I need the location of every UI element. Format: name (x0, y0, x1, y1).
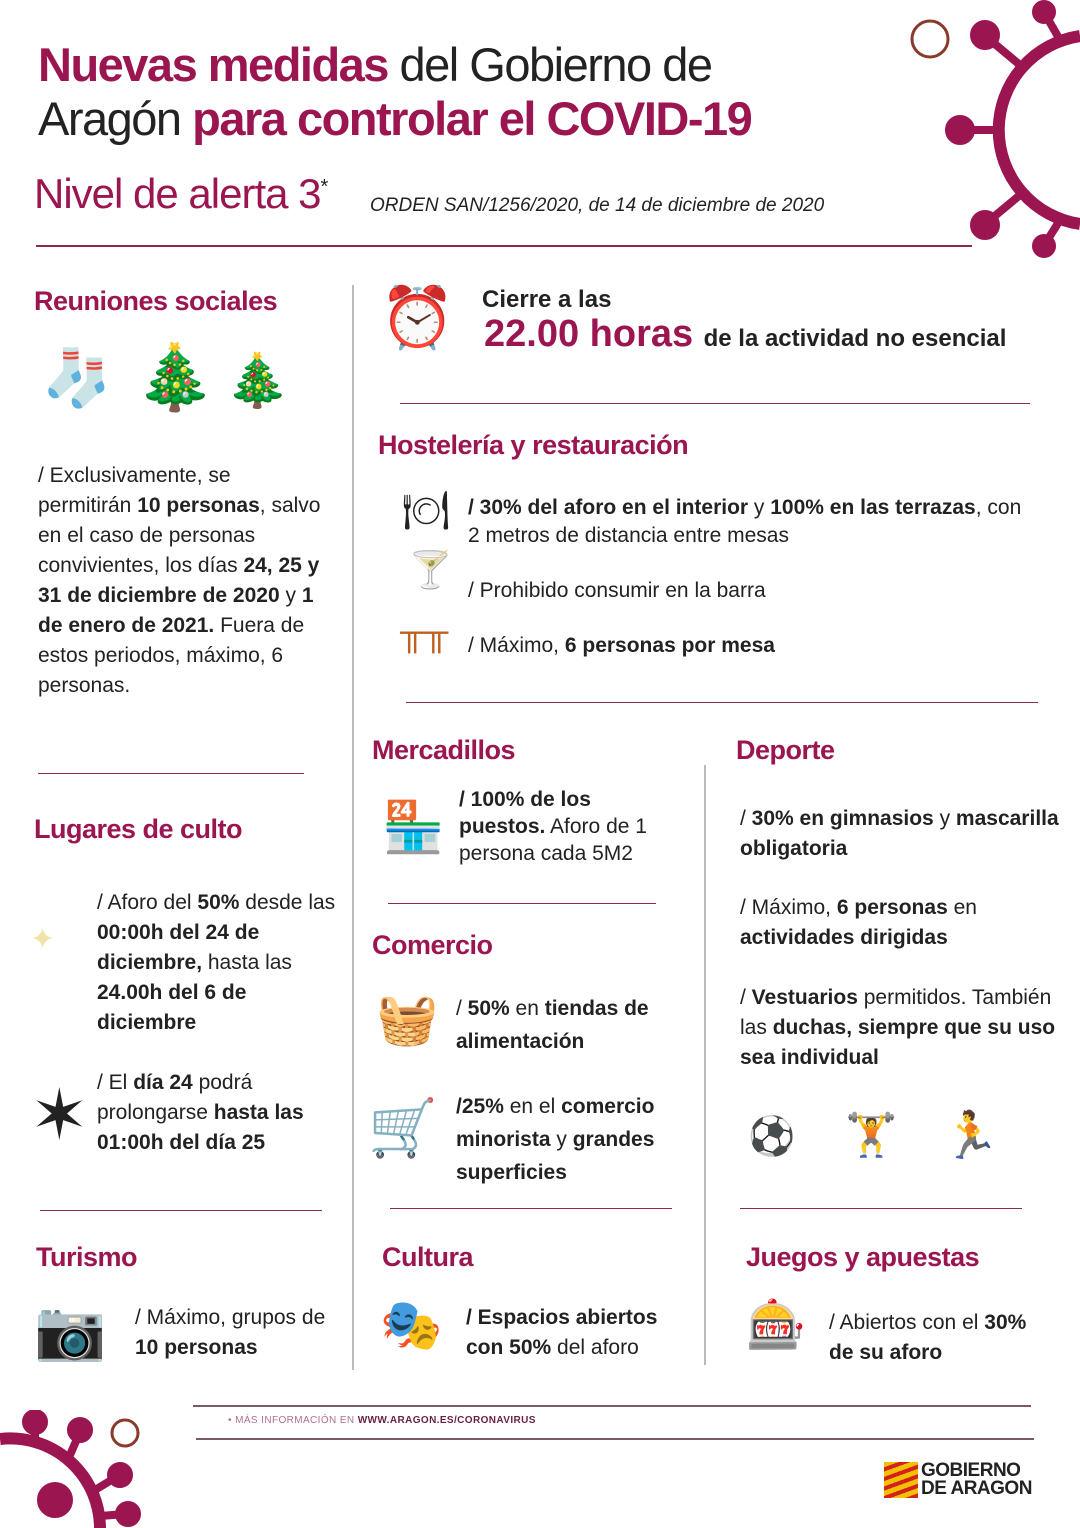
deporte-item (740, 983, 1060, 1073)
text: en (509, 997, 545, 1020)
table-chairs-icon: ╥╥ (400, 613, 449, 651)
bold-text: 10 personas (137, 494, 260, 517)
bold-text: 1 de enero de 2021. (38, 584, 314, 637)
section-title-turismo: Turismo (36, 1242, 138, 1272)
text: del Gobierno de (387, 38, 712, 91)
cierre-time-line (484, 313, 1006, 356)
more-info-label: MÁS INFORMACIÓN EN (235, 1415, 358, 1426)
text: Aragón (38, 92, 193, 145)
bold-text: / Espacios abiertos con 50% (466, 1306, 658, 1359)
juegos-text (829, 1308, 1029, 1368)
logo-line-2: DE ARAGON (921, 1478, 1032, 1499)
alert-level-text: Nivel de alerta 3 (34, 170, 321, 217)
bold-text: / 30% del aforo en el interior (468, 496, 749, 519)
cocktail-icon: 🍸 (408, 549, 453, 590)
culto-item (97, 1068, 337, 1158)
soccer-ball-icon: ⚽ (748, 1116, 796, 1158)
text: / (740, 986, 752, 1009)
reuniones-text (38, 461, 328, 701)
text: en (947, 896, 977, 919)
text: / El (97, 1071, 134, 1094)
title-line-2 (38, 92, 938, 146)
bold-text: día 24 (133, 1071, 193, 1094)
market-stall-icon: 🏪 (382, 799, 445, 855)
bold-text: 50% (197, 891, 240, 914)
divider (193, 1405, 1031, 1407)
bold-text: hasta las 01:00h del día 25 (97, 1101, 304, 1154)
bold-text: Nuevas medidas (38, 38, 388, 91)
bold-text: 24, 25 y 31 de diciembre de 2020 (38, 554, 320, 607)
bold-text: 00:00h del 24 de diciembre, (97, 921, 260, 974)
cierre-rest: de la actividad no esencial (703, 325, 1007, 352)
hosteleria-item (468, 576, 1038, 606)
shopping-cart-icon: 🛒 (368, 1096, 438, 1159)
text: y (550, 1128, 573, 1151)
hosteleria-item (468, 631, 1038, 661)
bold-text: / 100% de los puestos. (459, 788, 591, 838)
section-title-reuniones: Reuniones sociales (34, 286, 278, 316)
bold-text: grandes superficies (456, 1128, 655, 1184)
casino-chips-icon: 🎰 (746, 1299, 806, 1352)
divider (36, 245, 972, 247)
text: / Máximo, (740, 896, 837, 919)
text: hasta las (202, 951, 292, 974)
section-title-culto: Lugares de culto (34, 814, 243, 844)
ornaments-icon: 🎄 (225, 352, 290, 410)
text: Aforo de 1 persona cada 5M2 (459, 815, 647, 865)
divider (38, 773, 304, 774)
comercio-item (456, 1090, 696, 1189)
stocking-icon: 🧦 (42, 346, 112, 409)
divider (388, 903, 656, 904)
deporte-item (740, 893, 1060, 953)
divider (406, 702, 1038, 703)
more-info-link[interactable]: WWW.ARAGON.ES/CORONAVIRUS (357, 1415, 536, 1426)
mercadillos-text (459, 786, 679, 867)
bold-text: tiendas de alimentación (456, 997, 649, 1053)
text: y (279, 584, 302, 607)
text: y (933, 807, 956, 830)
divider (352, 285, 354, 1370)
gobierno-aragon-logo (884, 1462, 1032, 1498)
bold-text: para controlar el COVID-19 (192, 92, 752, 145)
sparkle-icon: ✦ (30, 923, 56, 956)
basket-icon: 🧺 (376, 991, 439, 1047)
text: / Abiertos con el (829, 1311, 985, 1334)
christmas-tree-icon: 🎄 (135, 341, 215, 413)
text: / Máximo, (468, 634, 565, 657)
title-line-1 (38, 38, 938, 92)
divider (740, 1208, 1022, 1209)
text: y (748, 496, 771, 519)
bold-text: 6 personas por mesa (564, 634, 775, 657)
alert-level (34, 170, 327, 218)
text: permitidos. También las (740, 986, 1052, 1039)
section-title-deporte: Deporte (736, 735, 835, 765)
bold-text: duchas, siempre que su uso sea individual (740, 1016, 1056, 1069)
cloche-icon: 🍽 (402, 490, 451, 532)
text: / (740, 807, 752, 830)
order-reference: ORDEN SAN/1256/2020, de 14 de diciembre de 2020 (370, 195, 825, 216)
bold-text: 6 personas (836, 896, 948, 919)
bold-text: 10 personas (135, 1336, 258, 1359)
text: / Aforo del (97, 891, 198, 914)
bold-text: 30% de su aforo (829, 1311, 1027, 1364)
bold-text: 30% en gimnasios (751, 807, 934, 830)
section-title-comercio: Comercio (372, 930, 493, 960)
divider (400, 403, 1030, 404)
turismo-text (135, 1303, 335, 1363)
cierre-line1: Cierre a las (482, 286, 612, 313)
bold-text: 100% en las terrazas (770, 496, 976, 519)
culto-item (97, 888, 345, 1038)
text: Fuera de estos periodos, máximo, 6 personas. (38, 614, 305, 697)
alarm-clock-icon: ⏰ (380, 284, 455, 351)
page-title (38, 38, 938, 146)
more-info: • MÁS INFORMACIÓN EN WWW.ARAGON.ES/CORONAVIRUS (228, 1415, 536, 1426)
virus-icon (940, 0, 1080, 260)
text: podrá prolongarse (97, 1071, 253, 1124)
text: / Prohibido consumir en la barra (468, 579, 766, 602)
bold-text: mascarilla obligatoria (740, 807, 1059, 860)
divider (196, 1438, 1034, 1440)
cultura-text (466, 1303, 696, 1363)
logo-line-1: GOBIERNO (921, 1460, 1021, 1481)
runner-icon: 🏃 (942, 1109, 1000, 1161)
hosteleria-item (468, 494, 1038, 550)
divider (704, 765, 706, 1365)
bold-text: /25% (456, 1095, 504, 1118)
divider (390, 1208, 672, 1209)
divider (40, 1210, 322, 1211)
text: en el (503, 1095, 562, 1118)
bold-text: 24.00h del 6 de diciembre (97, 981, 247, 1034)
comercio-item (456, 992, 696, 1058)
star-icon: ✶ (30, 1076, 89, 1154)
camera-icon: 📷 (34, 1298, 107, 1363)
bold-text: actividades dirigidas (740, 926, 948, 949)
section-title-cultura: Cultura (382, 1242, 473, 1272)
bold-text: comercio minorista (456, 1095, 655, 1151)
section-title-hosteleria: Hostelería y restauración (378, 430, 689, 460)
text: del aforo (551, 1336, 639, 1359)
section-title-mercadillos: Mercadillos (372, 735, 516, 765)
text: / (456, 997, 468, 1020)
bold-text: Vestuarios (751, 986, 858, 1009)
aragon-flag-icon (884, 1462, 918, 1498)
text: desde las (239, 891, 336, 914)
text: , con 2 metros de distancia entre mesas (468, 496, 1022, 547)
text: / Máximo, grupos de (135, 1306, 326, 1329)
theater-masks-icon: 🎭 (380, 1297, 443, 1353)
alert-asterisk: * (320, 176, 328, 198)
weightlifter-icon: 🏋 (845, 1111, 898, 1158)
text: / Exclusivamente, se permitirán (38, 464, 231, 517)
bold-text: 50% (467, 997, 510, 1020)
cierre-time: 22.00 horas (484, 313, 694, 355)
small-virus-icon (108, 1416, 142, 1450)
deporte-item (740, 804, 1060, 864)
section-title-juegos: Juegos y apuestas (746, 1242, 980, 1272)
text: , salvo en el caso de personas convivientes, los días (38, 494, 321, 577)
